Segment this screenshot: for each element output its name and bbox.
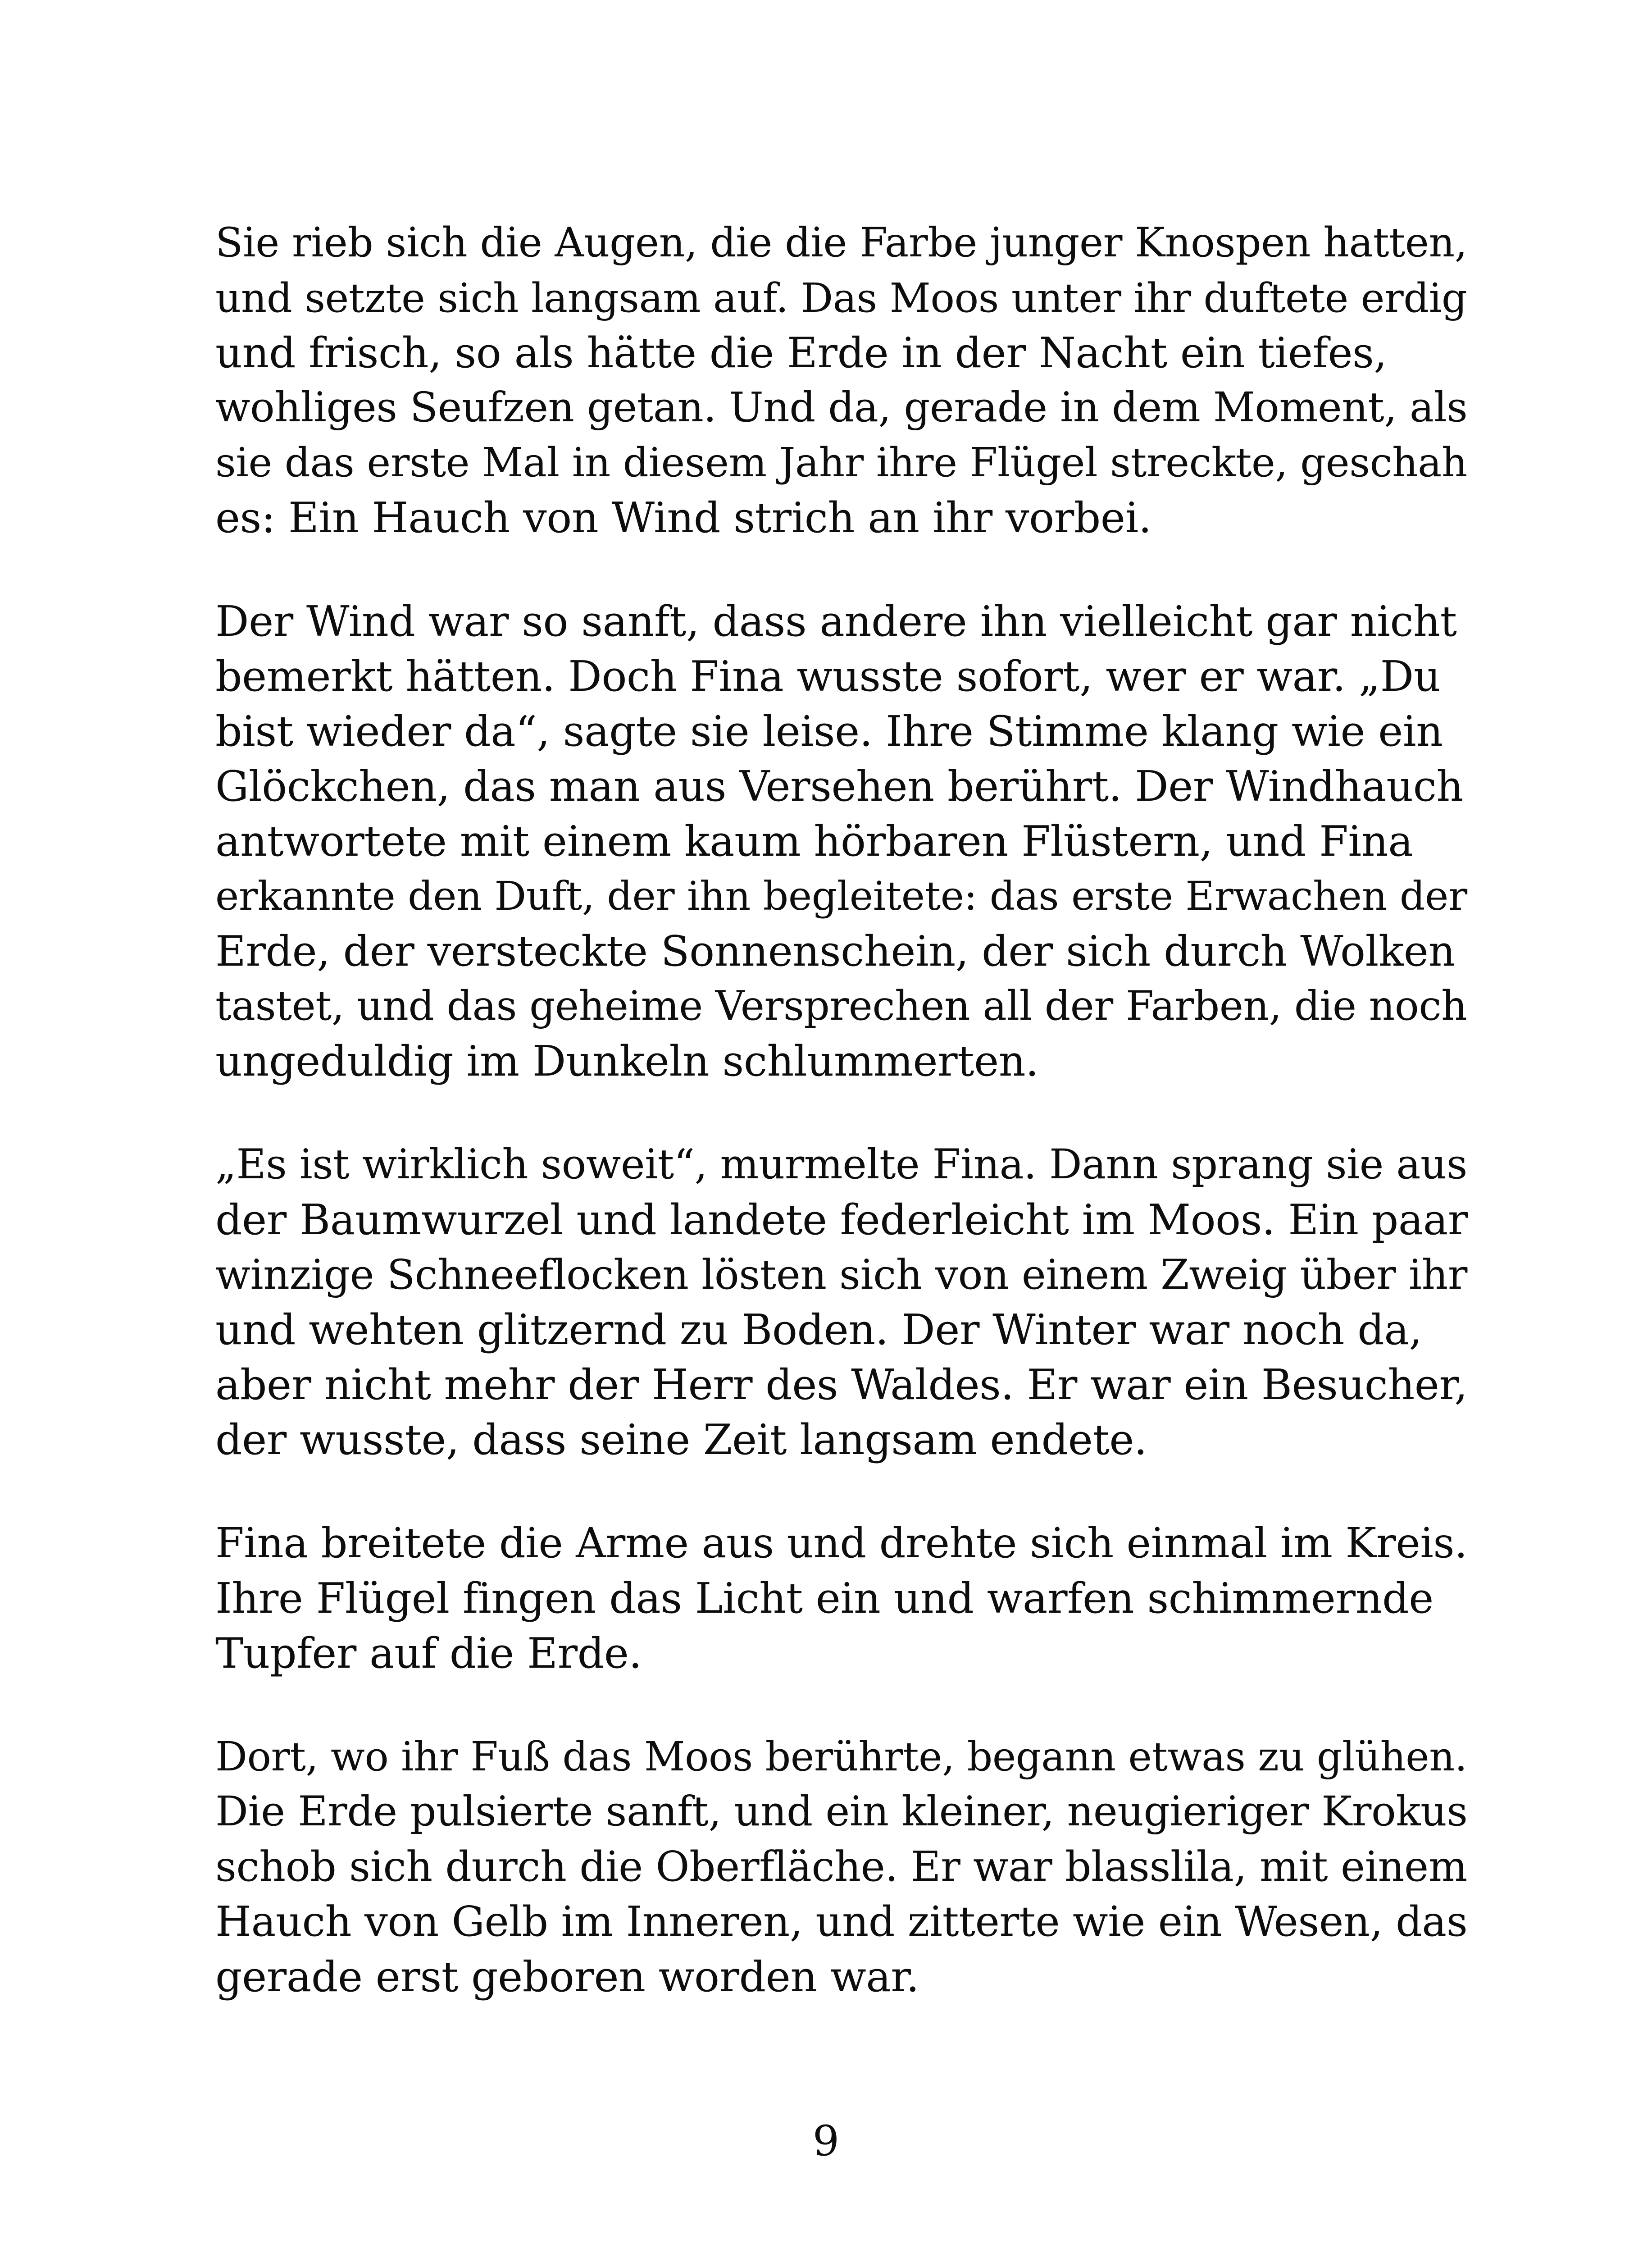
- body-text: [215, 215, 1468, 2053]
- text-line: Ihre Flügel fingen das Licht ein und warfen schimmernde: [215, 1574, 1434, 1623]
- text-line: bist wieder da“, sagte sie leise. Ihre Stimme klang wie ein: [215, 707, 1443, 756]
- text-line: winzige Schneeflocken lösten sich von einem Zweig über ihr: [215, 1251, 1468, 1299]
- text-line: Dort, wo ihr Fuß das Moos berührte, begann etwas zu glühen.: [215, 1733, 1467, 1780]
- text-line: Hauch von Gelb im Inneren, und zitterte wie ein Wesen, das: [215, 1897, 1468, 1946]
- text-line: gerade erst geboren worden war.: [215, 1952, 919, 2001]
- text-line: und frisch, so als hätte die Erde in der Nacht ein tiefes,: [215, 328, 1387, 377]
- text-line: Erde, der versteckte Sonnenschein, der sich durch Wolken: [215, 927, 1456, 976]
- text-line: es: Ein Hauch von Wind strich an ihr vorbei.: [215, 493, 1152, 542]
- text-line: und setzte sich langsam auf. Das Moos unter ihr duftete erdig: [215, 274, 1467, 321]
- text-line: wohliges Seufzen getan. Und da, gerade in dem Moment, als: [215, 384, 1468, 431]
- text-line: und wehten glitzernd zu Boden. Der Winter war noch da,: [215, 1305, 1422, 1354]
- text-line: erkannte den Duft, der ihn begleitete: das erste Erwachen der: [215, 873, 1467, 919]
- text-line: Fina breitete die Arme aus und drehte sich einmal im Kreis.: [215, 1519, 1468, 1567]
- text-line: der wusste, dass seine Zeit langsam endete.: [215, 1415, 1147, 1464]
- paragraph: [215, 1137, 1468, 1467]
- paragraph: [215, 215, 1468, 545]
- text-line: „Es ist wirklich soweit“, murmelte Fina. Dann sprang sie aus: [215, 1141, 1468, 1188]
- page-number: 9: [812, 2116, 840, 2165]
- paragraph: [215, 1516, 1468, 1681]
- text-line: sie das erste Mal in diesem Jahr ihre Flügel streckte, geschah: [215, 439, 1467, 486]
- paragraph: [215, 594, 1467, 1089]
- text-line: ungeduldig im Dunkeln schlummerten.: [215, 1037, 1039, 1085]
- text-line: Sie rieb sich die Augen, die die Farbe junger Knospen hatten,: [215, 219, 1467, 266]
- text-line: bemerkt hätten. Doch Fina wusste sofort, wer er war. „Du: [215, 652, 1441, 701]
- text-line: Die Erde pulsierte sanft, und ein kleiner, neugieriger Krokus: [215, 1788, 1468, 1835]
- paragraph: [215, 1729, 1468, 2004]
- text-line: der Baumwurzel und landete federleicht im Moos. Ein paar: [215, 1195, 1468, 1244]
- text-line: antwortete mit einem kaum hörbaren Flüstern, und Fina: [215, 817, 1413, 866]
- text-line: Der Wind war so sanft, dass andere ihn vielleicht gar nicht: [215, 597, 1457, 646]
- text-line: tastet, und das geheime Versprechen all der Farben, die noch: [215, 983, 1467, 1030]
- text-line: aber nicht mehr der Herr des Waldes. Er war ein Besucher,: [215, 1360, 1468, 1409]
- text-line: Tupfer auf die Erde.: [215, 1629, 642, 1678]
- text-line: Glöckchen, das man aus Versehen berührt. Der Windhauch: [215, 762, 1463, 811]
- text-line: schob sich durch die Oberfläche. Er war blasslila, mit einem: [215, 1843, 1467, 1891]
